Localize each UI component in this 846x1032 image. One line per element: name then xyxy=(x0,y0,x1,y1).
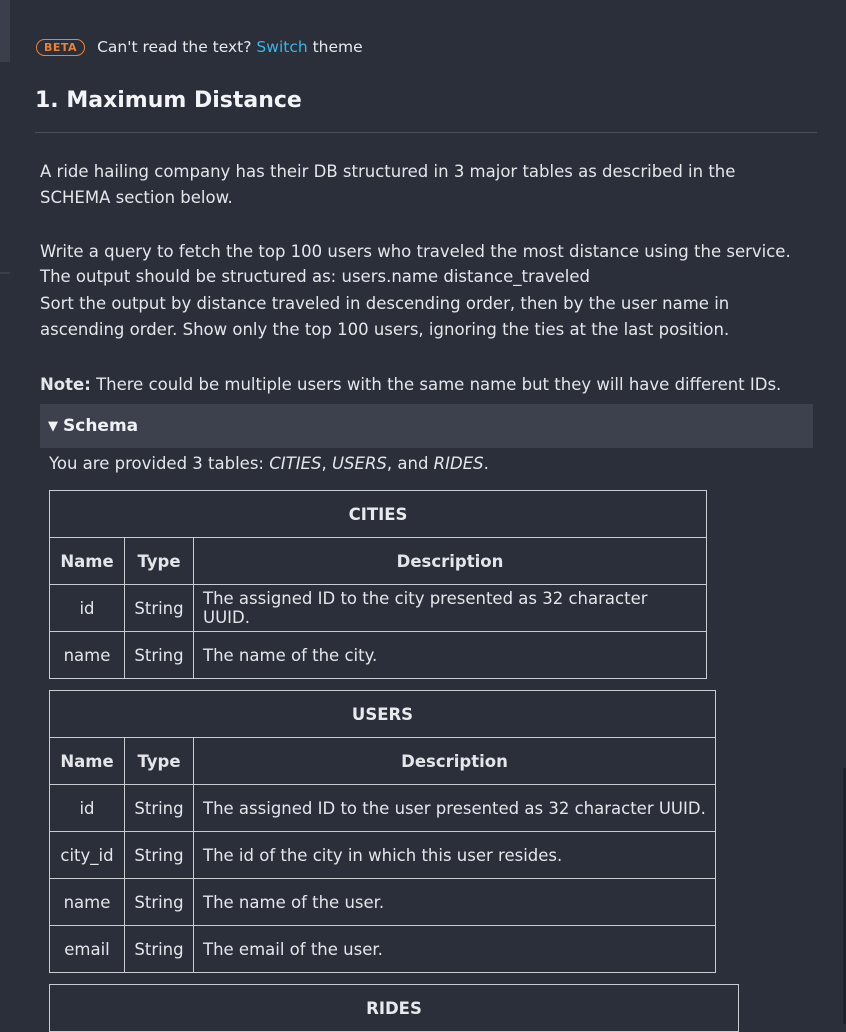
banner-text: Can't read the text? xyxy=(97,38,257,56)
rides-table xyxy=(49,984,739,1032)
table-row xyxy=(50,585,707,632)
cell-name: name xyxy=(50,879,125,926)
cell-type: String xyxy=(125,585,194,632)
task-line-1: Write a query to fetch the top 100 users who traveled the most distance using the service. xyxy=(40,242,791,261)
table-row xyxy=(50,832,716,879)
cities-table xyxy=(49,490,707,679)
table-caption: CITIES xyxy=(50,491,707,538)
problem-title: 1. Maximum Distance xyxy=(35,88,302,113)
note-label: Note: xyxy=(40,375,91,394)
table-row xyxy=(50,926,716,973)
cell-description: The name of the user. xyxy=(194,879,716,926)
table-caption: USERS xyxy=(50,691,716,738)
title-divider xyxy=(35,132,817,133)
intro-text: You are provided 3 tables: xyxy=(49,454,270,473)
schema-toggle[interactable] xyxy=(40,404,813,448)
column-header: Name xyxy=(50,538,125,585)
cell-description: The email of the user. xyxy=(194,926,716,973)
intro-sep: , xyxy=(321,454,332,473)
column-header: Name xyxy=(50,738,125,785)
cell-type: String xyxy=(125,632,194,679)
table-name-rides: RIDES xyxy=(433,454,484,473)
note-text: There could be multiple users with the same name but they will have different IDs. xyxy=(90,375,782,394)
banner-text-end: theme xyxy=(307,38,363,56)
cell-description: The assigned ID to the city presented as 32 character UUID. xyxy=(194,585,707,632)
cell-description: The id of the city in which this user resides. xyxy=(194,832,716,879)
users-table xyxy=(49,690,716,973)
left-edge-marker xyxy=(0,272,10,274)
cell-name: id xyxy=(50,785,125,832)
cell-description: The name of the city. xyxy=(194,632,707,679)
cell-type: String xyxy=(125,879,194,926)
table-name-cities: CITIES xyxy=(269,454,322,473)
table-row xyxy=(50,632,707,679)
table-row xyxy=(50,785,716,832)
table-row xyxy=(50,879,716,926)
schema-intro xyxy=(49,454,489,473)
task-line-3: Sort the output by distance traveled in descending order, then by the user name in ascending order. Show only the top 100 users, ignoring the ties at the last position. xyxy=(40,294,730,339)
cell-description: The assigned ID to the user presented as 32 character UUID. xyxy=(194,785,716,832)
left-edge-strip xyxy=(0,0,10,62)
cell-name: email xyxy=(50,926,125,973)
table-caption: RIDES xyxy=(50,985,739,1032)
column-header: Description xyxy=(194,538,707,585)
task-line-2: The output should be structured as: users.name distance_traveled xyxy=(40,267,591,286)
cell-type: String xyxy=(125,832,194,879)
theme-banner xyxy=(36,38,363,56)
caret-down-icon: ▼ xyxy=(48,418,58,434)
intro-end: . xyxy=(483,454,489,473)
schema-label: Schema xyxy=(63,416,139,436)
switch-theme-link[interactable]: Switch xyxy=(256,38,308,56)
description-paragraph: A ride hailing company has their DB structured in 3 major tables as described in the SCHEMA section below. xyxy=(40,162,736,207)
intro-sep: , and xyxy=(386,454,434,473)
column-header: Type xyxy=(125,538,194,585)
cell-type: String xyxy=(125,926,194,973)
cell-name: name xyxy=(50,632,125,679)
cell-name: city_id xyxy=(50,832,125,879)
note-paragraph xyxy=(40,372,810,398)
cell-type: String xyxy=(125,785,194,832)
cell-name: id xyxy=(50,585,125,632)
column-header: Type xyxy=(125,738,194,785)
column-header: Description xyxy=(194,738,716,785)
beta-badge: BETA xyxy=(36,39,85,56)
table-name-users: USERS xyxy=(331,454,387,473)
